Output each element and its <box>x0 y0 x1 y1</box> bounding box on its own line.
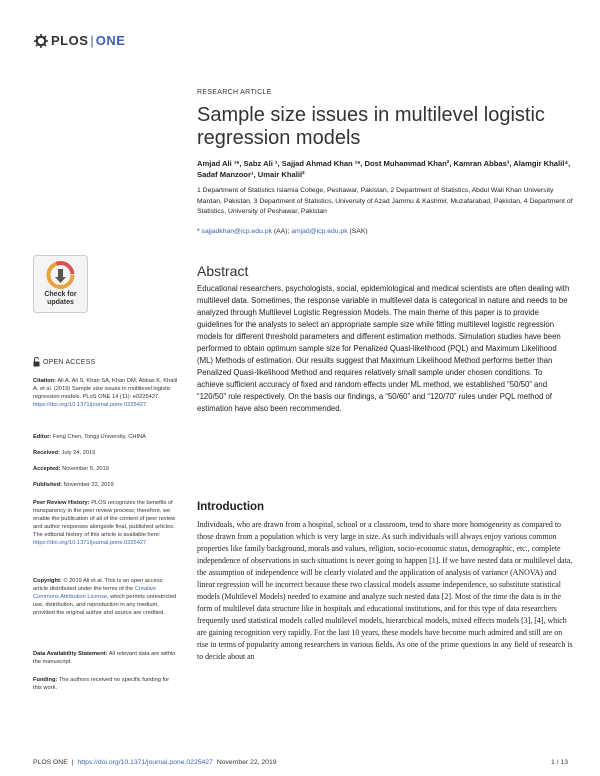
copyright-block <box>33 577 178 617</box>
abstract-body <box>197 283 570 415</box>
correspondence <box>197 228 577 235</box>
introduction-body <box>197 519 573 663</box>
plos-one-logo <box>34 33 125 48</box>
peer-review-block <box>33 499 178 547</box>
introduction-heading: Introduction <box>197 501 265 513</box>
logo-one-text: ONE <box>95 33 126 48</box>
logo-plos-text: PLOS <box>51 33 89 48</box>
peer-review-link[interactable]: https://doi.org/10.1371/journal.pone.0225427 <box>33 540 147 546</box>
peer-review-label: Peer Review History: <box>33 500 90 506</box>
footer-page-number: 1 / 13 <box>550 759 568 766</box>
email-link-1[interactable]: sajjadkhan@icp.edu.pk <box>201 228 272 235</box>
published-label: Published: <box>33 482 63 488</box>
funding-block <box>33 676 178 692</box>
footer-doi-link[interactable]: https://doi.org/10.1371/journal.pone.0225427 <box>77 759 213 766</box>
published-text: November 22, 2019 <box>63 482 114 488</box>
received-label: Received: <box>33 450 60 456</box>
check-updates-line-2: updates <box>47 299 74 306</box>
copyright-label: Copyright: <box>33 578 62 584</box>
cc-license-link[interactable]: Creative Commons Attribution License <box>33 586 156 600</box>
affiliations: 1 Department of Statistics Islamia College, Peshawar, Pakistan, 2 Department of Statistics, Abdul Wali Khan University Mardan, Pakistan, 3 Department of Statistics, University of Azad Jammu & Kashmir, Muzafarabad, Pakistan, 4 Department of Statistics, University of Peshawar, Pakistan <box>197 187 573 215</box>
article-title: Sample size issues in multilevel logistic regression models <box>197 104 545 149</box>
logo-separator: | <box>90 33 94 48</box>
editor-block <box>33 433 178 441</box>
open-access-label <box>33 357 95 367</box>
article-type-label: RESEARCH ARTICLE <box>197 89 272 96</box>
open-access-text: OPEN ACCESS <box>43 358 96 366</box>
citation-text: Ali A, Ali S, Khan SA, Khan DM, Abbas K, Khalil A, et al. (2019) Sample size issues in multilevel logistic regression models. PLoS ONE 14 (11): e0225427. <box>33 378 178 400</box>
published-block <box>33 481 178 489</box>
open-lock-icon <box>33 357 40 367</box>
received-block <box>33 449 178 457</box>
correspondence-suffix-1: (AA); <box>271 228 292 235</box>
funding-text: The authors received no specific funding for this work. <box>33 677 170 691</box>
received-text: July 24, 2019 <box>61 450 96 456</box>
accepted-block <box>33 465 178 473</box>
data-availability-label: Data Availability Statement: <box>33 651 108 657</box>
plos-logo-icon <box>34 34 48 48</box>
funding-label: Funding: <box>33 677 58 683</box>
abstract-text: Educational researchers, psychologists, social, epidemiological and medical scientists are often dealing with multilevel data. Sometimes, the response variable in multilevel data is categorical in nature and needs to be analyzed through Multilevel Logistic Regression Models. The main theme of this paper is to provide guidelines for the analysts to select an appropriate sample size while fitting multilevel logistic regression models for different threshold parameters and different estimation methods. Simulation studies have been performed to obtain optimum sample size for Penalized Quasi-likelihood (PQL) and Maximum Likelihood (ML) Methods of estimation. Our results suggest that Maximum Likelihood Method performs better than Penalized Quasi-likelihood Method and requires relatively small sample under chosen conditions. To achieve sufficient accuracy of fixed and random effects under ML method, we established “50/50” and “120/50” rule respectively. On the basis our findings, a “50/60” and “120/70” rules under PQL method of estimation have also been recommended. <box>197 284 570 413</box>
accepted-text: November 5, 2019 <box>62 466 109 472</box>
footer-journal: PLOS ONE <box>33 759 68 766</box>
check-for-updates-badge[interactable] <box>33 255 88 313</box>
citation-block <box>33 377 178 409</box>
data-availability-block <box>33 650 178 666</box>
data-availability-text: All relevant data are within the manuscript. <box>33 651 176 665</box>
check-updates-line-1: Check for <box>44 291 77 298</box>
accepted-label: Accepted: <box>33 466 61 472</box>
introduction-text: Individuals, who are drawn from a hospital, school or a classroom, tend to share more homogeneity as compared to those drawn from a population which is very large in size. As such individuals will always enjoy various common properties like family background, morals and values, religion, socio-economic status, demographic, etc., complete independence of observations in such situations is never going to happen [1]. If we have nested data or multilevel data, the assumption of independence will be clearly violated and the application of analysis of variance (ANOVA) and linear regression will be incorrect because these two classical models assume independence, so substitute statistical models (Multilevel Models) needed to examine and analyze such nested data [2]. Most of the time the data is in the form of multilevel data structure like in hospitals and educational institutions, and for this type of data researchers frequently used statistical models called multilevel models, hierarchical models, mixed effects models [3], [4], which are gaining recognition very rapidly. For the last 10 years, these models have become much admired and still are on rise in terms of popularity among researchers in various fields. As one of the prime questions in any field of research is to decide about an <box>197 520 573 661</box>
copyright-text-2: , which permits unrestricted use, distribution, and reproduction in any medium, provided the original author and source are credited. <box>33 594 177 616</box>
copyright-text-1: © 2019 Ali et al. This is an open access article distributed under the terms of the <box>33 578 163 592</box>
footer-date: November 22, 2019 <box>216 759 277 766</box>
correspondence-marker: * <box>197 228 200 235</box>
check-updates-label <box>33 291 88 307</box>
abstract-heading: Abstract <box>197 263 249 279</box>
peer-review-text: PLOS recognizes the benefits of transparency in the peer review process; therefore, we enable the publication of all of the content of peer review and author responses alongside final, published articles. The editorial history of this article is available here: <box>33 500 176 538</box>
footer-left <box>33 759 281 766</box>
footer-separator: | <box>71 759 74 766</box>
page-footer <box>33 759 568 766</box>
author-list: Amjad Ali ¹*, Sabz Ali ¹, Sajjad Ahmad Khan ¹*, Dost Muhammad Khan², Kamran Abbas³, Alamgir Khalil⁴, Sadaf Manzoor¹, Umair Khalil² <box>197 159 571 179</box>
email-link-2[interactable]: amjad@icp.edu.pk <box>291 228 348 235</box>
citation-doi-link[interactable]: https://doi.org/10.1371/journal.pone.0225427 <box>33 402 147 408</box>
correspondence-suffix-2: (SAK) <box>347 228 368 235</box>
citation-label: Citation: <box>33 378 57 384</box>
editor-text: Feng Chen, Tongji University, CHINA <box>52 434 146 440</box>
editor-label: Editor: <box>33 434 52 440</box>
